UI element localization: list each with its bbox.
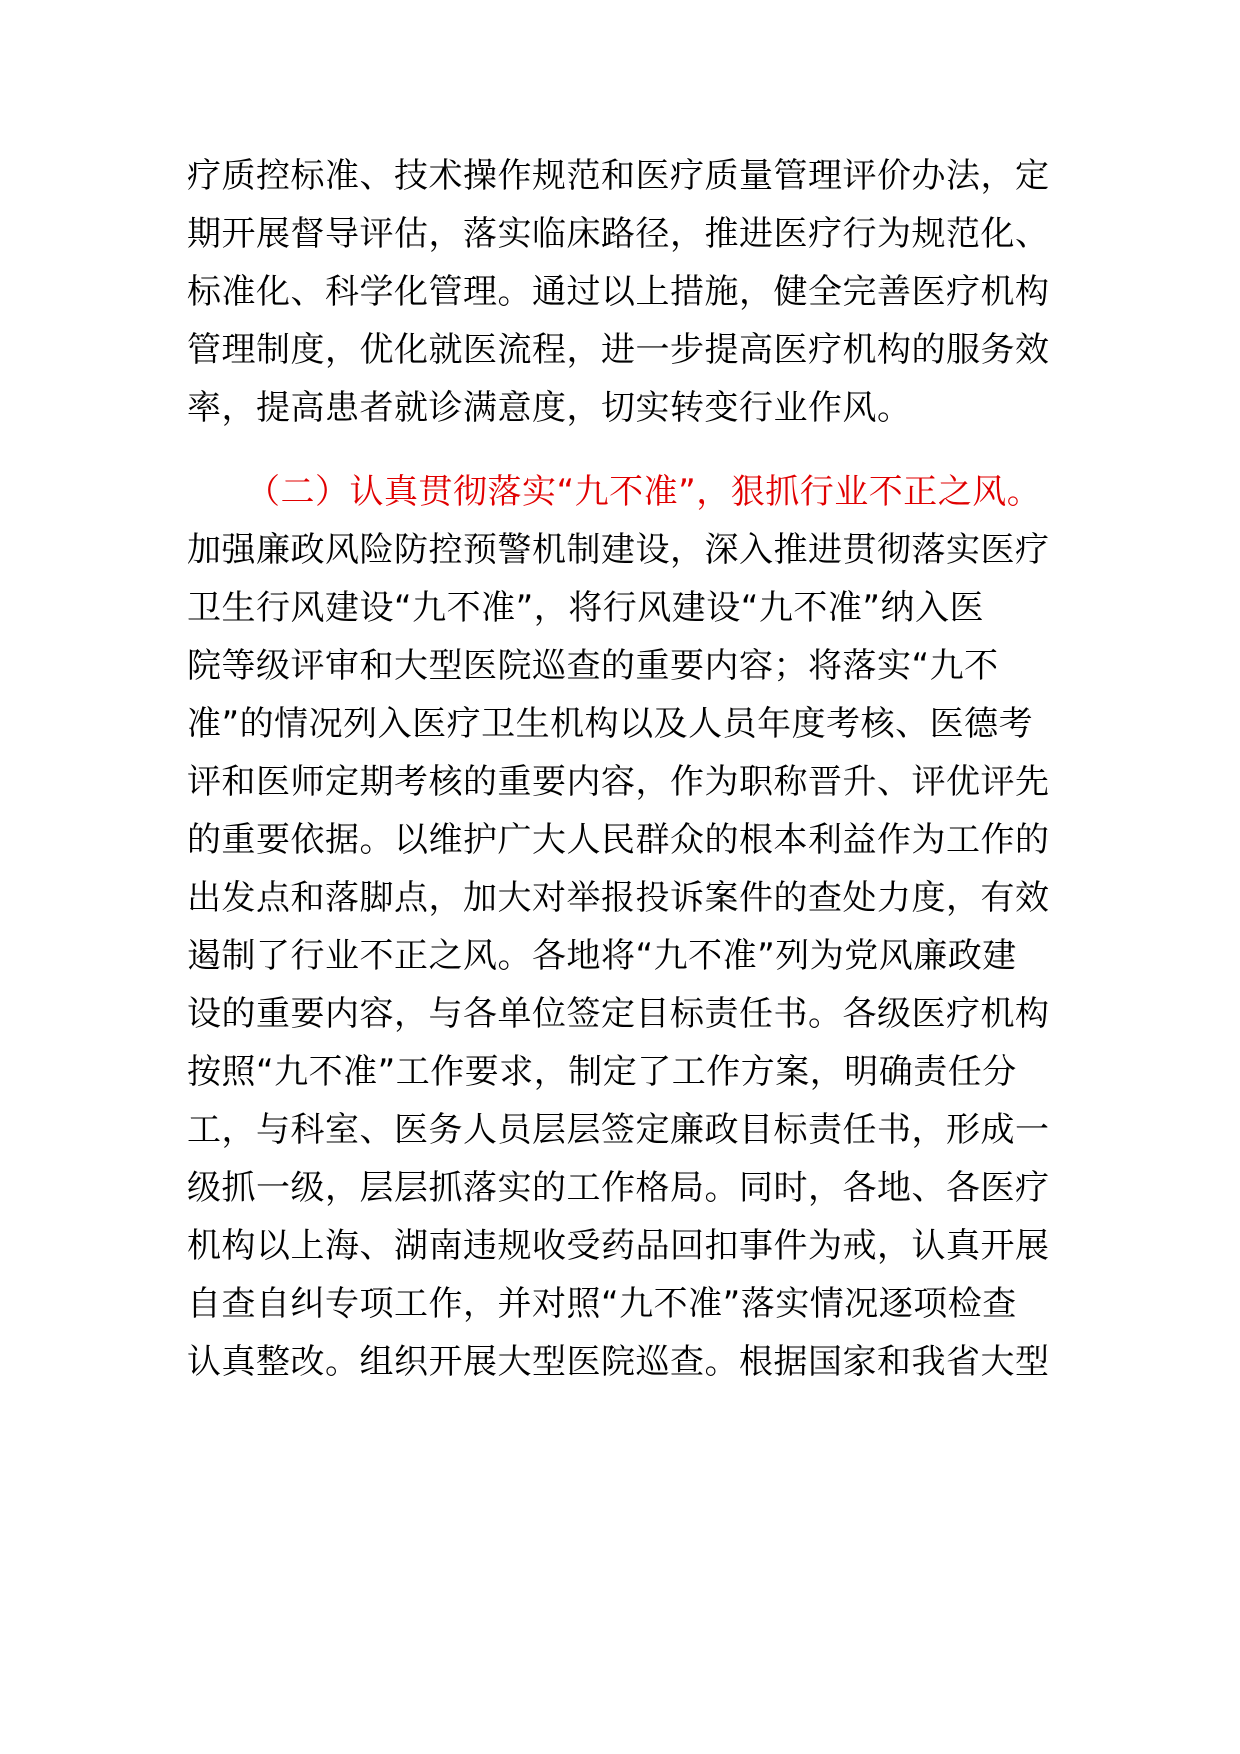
paragraph-line: 管理制度，优化就医流程，进一步提高医疗机构的服务效 bbox=[187, 330, 1050, 370]
paragraph-line: 设的重要内容，与各单位签定目标责任书。各级医疗机构 bbox=[187, 994, 1050, 1034]
paragraph-line: 标准化、科学化管理。通过以上措施，健全完善医疗机构 bbox=[187, 272, 1050, 312]
paragraph-line: 工，与科室、医务人员层层签定廉政目标责任书，形成一 bbox=[187, 1110, 1050, 1150]
paragraph-line: 遏制了行业不正之风。各地将“九不准”列为党风廉政建 bbox=[187, 936, 1017, 976]
paragraph-line: 出发点和落脚点，加大对举报投诉案件的查处力度，有效 bbox=[187, 878, 1050, 918]
paragraph-line: 准”的情况列入医疗卫生机构以及人员年度考核、医德考 bbox=[187, 704, 1034, 744]
paragraph-line: 疗质控标准、技术操作规范和医疗质量管理评价办法，定 bbox=[187, 156, 1050, 196]
paragraph-line: 卫生行风建设“九不准”，将行风建设“九不准”纳入医 bbox=[187, 588, 984, 628]
paragraph-line: 机构以上海、湖南违规收受药品回扣事件为戒，认真开展 bbox=[187, 1226, 1050, 1266]
paragraph-line: 认真整改。组织开展大型医院巡查。根据国家和我省大型 bbox=[187, 1342, 1050, 1382]
paragraph-line: 院等级评审和大型医院巡查的重要内容；将落实“九不 bbox=[187, 646, 999, 686]
paragraph-line: 按照“九不准”工作要求，制定了工作方案，明确责任分 bbox=[187, 1052, 1017, 1092]
paragraph-line: 自查自纠专项工作，并对照“九不准”落实情况逐项检查 bbox=[187, 1284, 1017, 1324]
paragraph-line: 的重要依据。以维护广大人民群众的根本利益作为工作的 bbox=[187, 820, 1050, 860]
paragraph-line: 率，提高患者就诊满意度，切实转变行业作风。 bbox=[187, 388, 912, 428]
paragraph-line: 加强廉政风险防控预警机制建设，深入推进贯彻落实医疗 bbox=[187, 530, 1050, 570]
paragraph-line: 期开展督导评估，落实临床路径，推进医疗行为规范化、 bbox=[187, 214, 1050, 254]
section-heading: （二）认真贯彻落实“九不准”，狠抓行业不正之风。 bbox=[246, 472, 1042, 512]
paragraph-line: 评和医师定期考核的重要内容，作为职称晋升、评优评先 bbox=[187, 762, 1050, 802]
paragraph-line: 级抓一级，层层抓落实的工作格局。同时，各地、各医疗 bbox=[187, 1168, 1050, 1208]
